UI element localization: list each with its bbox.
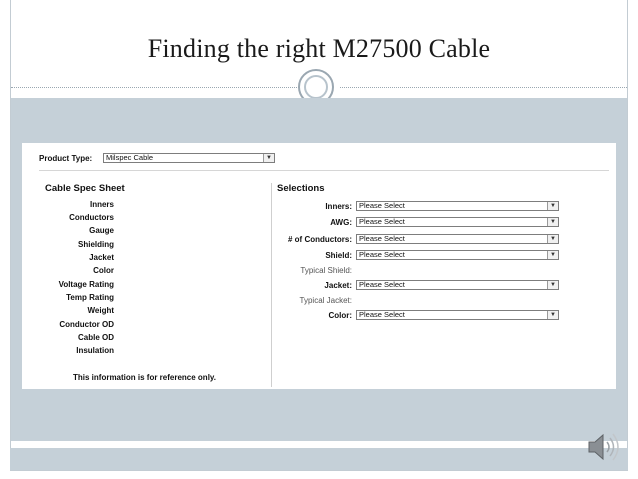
inners-label: Inners: xyxy=(325,202,352,211)
spec-conductors: Conductors xyxy=(69,213,114,222)
spec-sheet-heading: Cable Spec Sheet xyxy=(45,183,125,194)
spec-weight: Weight xyxy=(87,306,114,315)
inners-select[interactable] xyxy=(356,201,559,211)
conductors-select-value: Please Select xyxy=(359,234,405,243)
jacket-label: Jacket: xyxy=(324,281,352,290)
typical-jacket-label: Typical Jacket: xyxy=(299,296,352,305)
reference-note: This information is for reference only. xyxy=(73,373,216,382)
chevron-down-icon: ▼ xyxy=(547,281,558,289)
chevron-down-icon: ▼ xyxy=(547,202,558,210)
jacket-select-value: Please Select xyxy=(359,280,405,289)
footer-rule xyxy=(10,470,628,471)
product-type-value: Milspec Cable xyxy=(106,153,154,162)
title-divider-right xyxy=(340,87,627,88)
spec-inners: Inners xyxy=(89,200,114,209)
jacket-select[interactable] xyxy=(356,280,559,290)
chevron-down-icon: ▼ xyxy=(547,251,558,259)
speaker-icon[interactable] xyxy=(583,427,623,467)
typical-shield-label: Typical Shield: xyxy=(300,266,352,275)
chevron-down-icon: ▼ xyxy=(547,235,558,243)
footer-band xyxy=(10,448,628,470)
spec-cable-od: Cable OD xyxy=(77,333,114,342)
spec-conductor-od: Conductor OD xyxy=(59,320,114,329)
selections-heading: Selections xyxy=(277,183,325,194)
conductors-select[interactable] xyxy=(356,234,559,244)
awg-select-value: Please Select xyxy=(359,217,405,226)
title-divider-left xyxy=(11,87,299,88)
spec-color: Color xyxy=(93,266,114,275)
awg-select[interactable] xyxy=(356,217,559,227)
spec-gauge: Gauge xyxy=(89,226,114,235)
spec-shielding: Shielding xyxy=(78,240,114,249)
spec-insulation: Insulation xyxy=(76,346,114,355)
shield-label: Shield: xyxy=(325,251,352,260)
spec-voltage-rating: Voltage Rating xyxy=(58,280,114,289)
form-divider xyxy=(39,170,609,171)
shield-select[interactable] xyxy=(356,250,559,260)
chevron-down-icon: ▼ xyxy=(547,218,558,226)
spec-temp-rating: Temp Rating xyxy=(66,293,114,302)
product-type-select[interactable] xyxy=(103,153,275,163)
product-type-label: Product Type: xyxy=(39,154,93,163)
chevron-down-icon: ▼ xyxy=(547,311,558,319)
slide-title: Finding the right M27500 Cable xyxy=(147,34,491,63)
chevron-down-icon: ▼ xyxy=(263,154,274,162)
shield-select-value: Please Select xyxy=(359,250,405,259)
color-label: Color: xyxy=(328,311,352,320)
awg-label: AWG: xyxy=(330,218,352,227)
color-select[interactable] xyxy=(356,310,559,320)
inners-select-value: Please Select xyxy=(359,201,405,210)
spec-jacket: Jacket xyxy=(89,253,114,262)
form-screenshot xyxy=(22,143,616,389)
conductors-label: # of Conductors: xyxy=(288,235,352,244)
color-select-value: Please Select xyxy=(359,310,405,319)
